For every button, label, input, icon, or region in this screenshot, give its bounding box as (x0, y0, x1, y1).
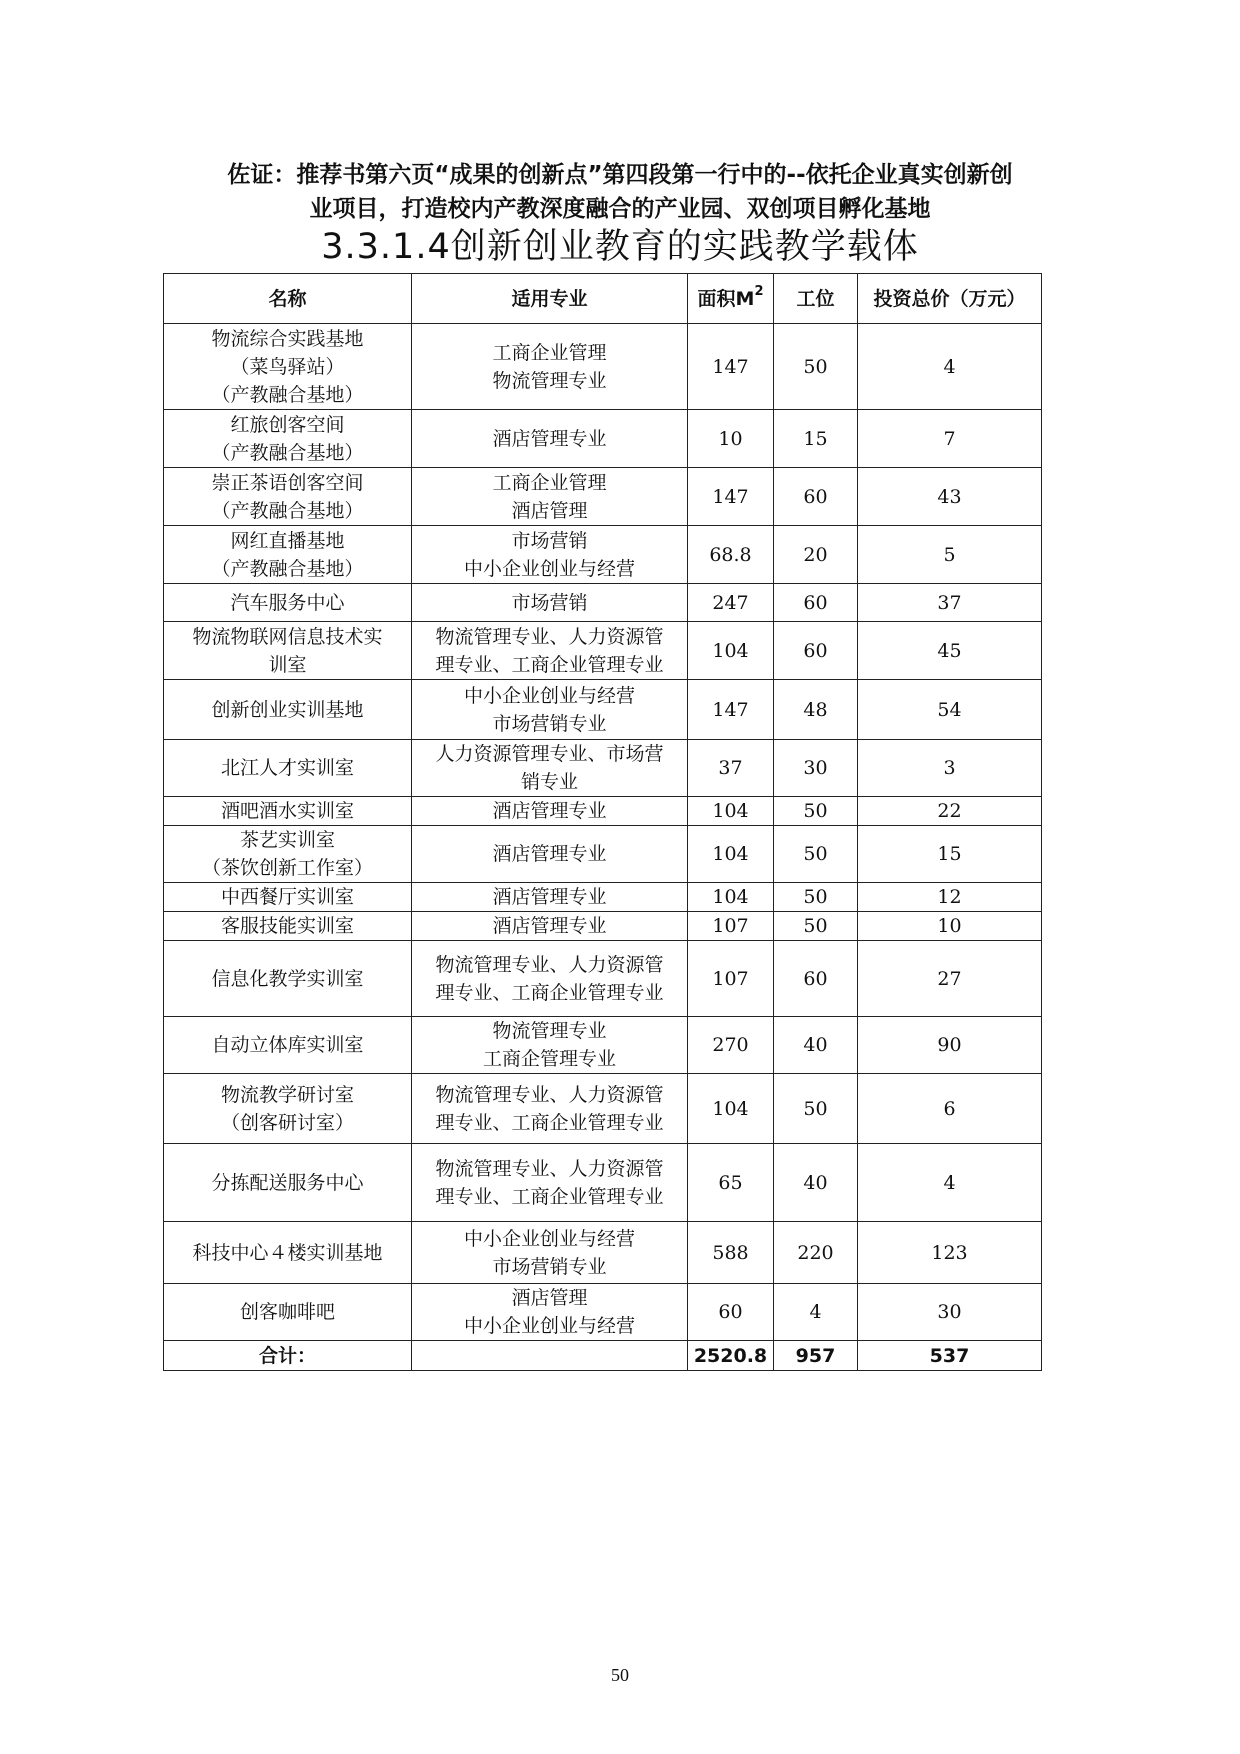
cell-area: 104 (688, 826, 774, 883)
cell-investment: 45 (858, 622, 1042, 680)
cell-name-line: 训室 (268, 653, 307, 676)
cell-investment: 22 (858, 797, 1042, 826)
cell-major (412, 410, 688, 468)
cell-name-line: 物流教学研讨室 (220, 1083, 354, 1106)
cell-name-line: 分拣配送服务中心 (211, 1171, 364, 1194)
cell-stations: 60 (774, 941, 858, 1017)
cell-investment: 43 (858, 468, 1042, 526)
cell-name-line: 崇正茶语创客空间 (211, 471, 364, 494)
cell-name-line: 物流物联网信息技术实 (192, 625, 383, 648)
cell-major-line: 理专业、工商企业管理专业 (435, 1111, 664, 1134)
table-row (164, 912, 1042, 941)
evidence-note (150, 158, 1090, 226)
cell-name-line: 创客咖啡吧 (239, 1301, 335, 1323)
cell-area: 107 (688, 912, 774, 941)
cell-name-line: 红旅创客空间 (230, 413, 345, 436)
cell-major (412, 324, 688, 410)
cell-major-line: 酒店管理专业 (492, 427, 607, 450)
cell-name-line: （产教融合基地） (211, 383, 364, 406)
cell-area: 65 (688, 1144, 774, 1222)
cell-major-line: 物流管理专业、人力资源管 (435, 625, 664, 648)
cell-name (164, 883, 412, 912)
cell-name-line: （创客研讨室） (220, 1111, 354, 1134)
cell-stations: 60 (774, 468, 858, 526)
cell-name (164, 740, 412, 797)
cell-investment: 5 (858, 526, 1042, 584)
header-investment: 投资总价（万元） (858, 274, 1042, 324)
cell-name (164, 826, 412, 883)
cell-major (412, 941, 688, 1017)
table-row (164, 1074, 1042, 1144)
cell-major-line: 理专业、工商企业管理专业 (435, 653, 664, 676)
cell-area: 147 (688, 324, 774, 410)
cell-major-line: 市场营销专业 (492, 712, 607, 735)
cell-name (164, 1222, 412, 1284)
cell-name (164, 797, 412, 826)
cell-name (164, 324, 412, 410)
cell-investment: 90 (858, 1017, 1042, 1074)
cell-stations: 50 (774, 1074, 858, 1144)
cell-major-line: 中小企业创业与经营 (463, 1227, 635, 1250)
cell-major-line: 酒店管理专业 (492, 915, 607, 937)
cell-area: 104 (688, 797, 774, 826)
cell-major (412, 1074, 688, 1144)
cell-stations: 15 (774, 410, 858, 468)
cell-stations: 60 (774, 622, 858, 680)
page-number: 50 (611, 1665, 629, 1685)
cell-stations: 220 (774, 1222, 858, 1284)
cell-major-line: 酒店管理专业 (492, 800, 607, 822)
cell-major (412, 1284, 688, 1341)
cell-name (164, 680, 412, 740)
cell-area: 60 (688, 1284, 774, 1341)
cell-investment: 54 (858, 680, 1042, 740)
cell-area: 104 (688, 1074, 774, 1144)
table-row (164, 797, 1042, 826)
cell-name (164, 622, 412, 680)
cell-major-line: 工商企业管理 (492, 471, 607, 494)
cell-area: 270 (688, 1017, 774, 1074)
cell-major (412, 584, 688, 622)
cell-area: 104 (688, 622, 774, 680)
evidence-line-1: 佐证：推荐书第六页“成果的创新点”第四段第一行中的--依托企业真实创新创 (227, 162, 1013, 188)
cell-name-line: 信息化教学实训室 (211, 967, 364, 990)
table-row (164, 1222, 1042, 1284)
cell-major (412, 740, 688, 797)
cell-stations: 60 (774, 584, 858, 622)
cell-name-line: （产教融合基地） (211, 499, 364, 522)
cell-area: 37 (688, 740, 774, 797)
cell-name-line: 客服技能实训室 (220, 915, 354, 937)
cell-name-line: （菜鸟驿站） (230, 355, 345, 378)
cell-major (412, 912, 688, 941)
cell-area: 104 (688, 883, 774, 912)
cell-major (412, 526, 688, 584)
cell-stations: 50 (774, 883, 858, 912)
cell-name-line: 自动立体库实训室 (211, 1034, 364, 1056)
cell-name (164, 584, 412, 622)
cell-name-line: 茶艺实训室 (239, 829, 335, 851)
cell-name-line: 网红直播基地 (230, 529, 345, 552)
section-title: 3.3.1.4创新创业教育的实践教学载体 (321, 227, 919, 267)
total-area: 2520.8 (688, 1341, 774, 1371)
cell-area: 147 (688, 468, 774, 526)
header-area (688, 274, 774, 324)
cell-name-line: 北江人才实训室 (220, 757, 354, 779)
table-row (164, 1144, 1042, 1222)
cell-name (164, 1144, 412, 1222)
header-stations: 工位 (774, 274, 858, 324)
cell-name (164, 1017, 412, 1074)
table-row (164, 680, 1042, 740)
cell-stations: 40 (774, 1144, 858, 1222)
cell-investment: 30 (858, 1284, 1042, 1341)
cell-major-line: 物流管理专业、人力资源管 (435, 1083, 664, 1106)
cell-investment: 3 (858, 740, 1042, 797)
cell-major (412, 468, 688, 526)
cell-name (164, 1074, 412, 1144)
cell-area: 10 (688, 410, 774, 468)
cell-name-line: 创新创业实训基地 (211, 698, 364, 721)
cell-major (412, 622, 688, 680)
cell-name (164, 468, 412, 526)
table-row (164, 468, 1042, 526)
cell-major-line: 酒店管理 (511, 499, 588, 522)
table-row (164, 826, 1042, 883)
cell-stations: 50 (774, 797, 858, 826)
cell-major-line: 中小企业创业与经营 (463, 1315, 635, 1337)
cell-major-line: 理专业、工商企业管理专业 (435, 981, 664, 1004)
table-row (164, 883, 1042, 912)
table-row (164, 622, 1042, 680)
cell-stations: 4 (774, 1284, 858, 1341)
cell-major-line: 酒店管理专业 (492, 843, 607, 865)
cell-stations: 40 (774, 1017, 858, 1074)
table-row (164, 1017, 1042, 1074)
cell-name (164, 1284, 412, 1341)
cell-major-line: 物流管理专业 (492, 369, 607, 392)
table-row (164, 526, 1042, 584)
cell-major-line: 酒店管理专业 (492, 886, 607, 908)
table-row (164, 740, 1042, 797)
cell-name (164, 912, 412, 941)
cell-stations: 50 (774, 826, 858, 883)
cell-major-line: 物流管理专业、人力资源管 (435, 953, 664, 976)
cell-investment: 123 (858, 1222, 1042, 1284)
cell-major (412, 826, 688, 883)
table-body (164, 324, 1042, 1371)
cell-stations: 20 (774, 526, 858, 584)
total-row (164, 1341, 1042, 1371)
cell-area: 107 (688, 941, 774, 1017)
cell-name-line: 科技中心４楼实训基地 (192, 1241, 383, 1264)
cell-name (164, 526, 412, 584)
cell-stations: 50 (774, 324, 858, 410)
table-row (164, 410, 1042, 468)
cell-investment: 15 (858, 826, 1042, 883)
cell-major-line: 市场营销 (511, 529, 588, 552)
cell-major-line: 中小企业创业与经营 (463, 684, 635, 707)
table-row (164, 1284, 1042, 1341)
cell-name-line: （茶饮创新工作室） (201, 857, 373, 879)
total-stations: 957 (774, 1341, 858, 1371)
cell-investment: 10 (858, 912, 1042, 941)
header-major: 适用专业 (412, 274, 688, 324)
cell-investment: 4 (858, 1144, 1042, 1222)
total-label: 合计： (164, 1341, 412, 1371)
cell-name-line: 汽车服务中心 (230, 591, 345, 614)
cell-investment: 27 (858, 941, 1042, 1017)
cell-major-line: 市场营销专业 (492, 1255, 607, 1278)
cell-area: 588 (688, 1222, 774, 1284)
header-name: 名称 (164, 274, 412, 324)
cell-area: 247 (688, 584, 774, 622)
cell-name-line: 中西餐厅实训室 (220, 886, 354, 908)
table-header-row (164, 274, 1042, 324)
cell-major-line: 中小企业创业与经营 (463, 557, 635, 580)
table-row (164, 324, 1042, 410)
facility-table (163, 273, 1042, 1371)
cell-major-line: 人力资源管理专业、市场营 (435, 743, 664, 765)
cell-stations: 30 (774, 740, 858, 797)
cell-major-line: 销专业 (520, 771, 578, 793)
cell-stations: 48 (774, 680, 858, 740)
header-area-label: 面积M (697, 287, 755, 310)
cell-area: 147 (688, 680, 774, 740)
cell-major (412, 1017, 688, 1074)
cell-major-line: 市场营销 (511, 591, 588, 614)
cell-major-line: 工商企业管理 (492, 341, 607, 364)
cell-major-line: 物流管理专业、人力资源管 (435, 1157, 664, 1180)
total-major (412, 1341, 688, 1371)
cell-major (412, 1222, 688, 1284)
cell-major-line: 理专业、工商企业管理专业 (435, 1185, 664, 1208)
cell-investment: 12 (858, 883, 1042, 912)
cell-major-line: 物流管理专业 (492, 1020, 607, 1042)
cell-stations: 50 (774, 912, 858, 941)
cell-investment: 37 (858, 584, 1042, 622)
header-area-superscript: 2 (754, 284, 764, 300)
cell-name (164, 941, 412, 1017)
table-row (164, 941, 1042, 1017)
evidence-line-2: 业项目，打造校内产教深度融合的产业园、双创项目孵化基地 (309, 196, 931, 222)
cell-name-line: （产教融合基地） (211, 557, 364, 580)
cell-investment: 7 (858, 410, 1042, 468)
cell-name-line: （产教融合基地） (211, 441, 364, 464)
cell-major (412, 1144, 688, 1222)
cell-area: 68.8 (688, 526, 774, 584)
cell-major-line: 酒店管理 (511, 1287, 588, 1309)
cell-name (164, 410, 412, 468)
cell-major-line: 工商企管理专业 (482, 1048, 616, 1070)
cell-investment: 6 (858, 1074, 1042, 1144)
cell-investment: 4 (858, 324, 1042, 410)
cell-major (412, 797, 688, 826)
table-row (164, 584, 1042, 622)
cell-major (412, 883, 688, 912)
total-investment: 537 (858, 1341, 1042, 1371)
cell-name-line: 物流综合实践基地 (211, 327, 364, 350)
cell-name-line: 酒吧酒水实训室 (220, 800, 354, 822)
cell-major (412, 680, 688, 740)
